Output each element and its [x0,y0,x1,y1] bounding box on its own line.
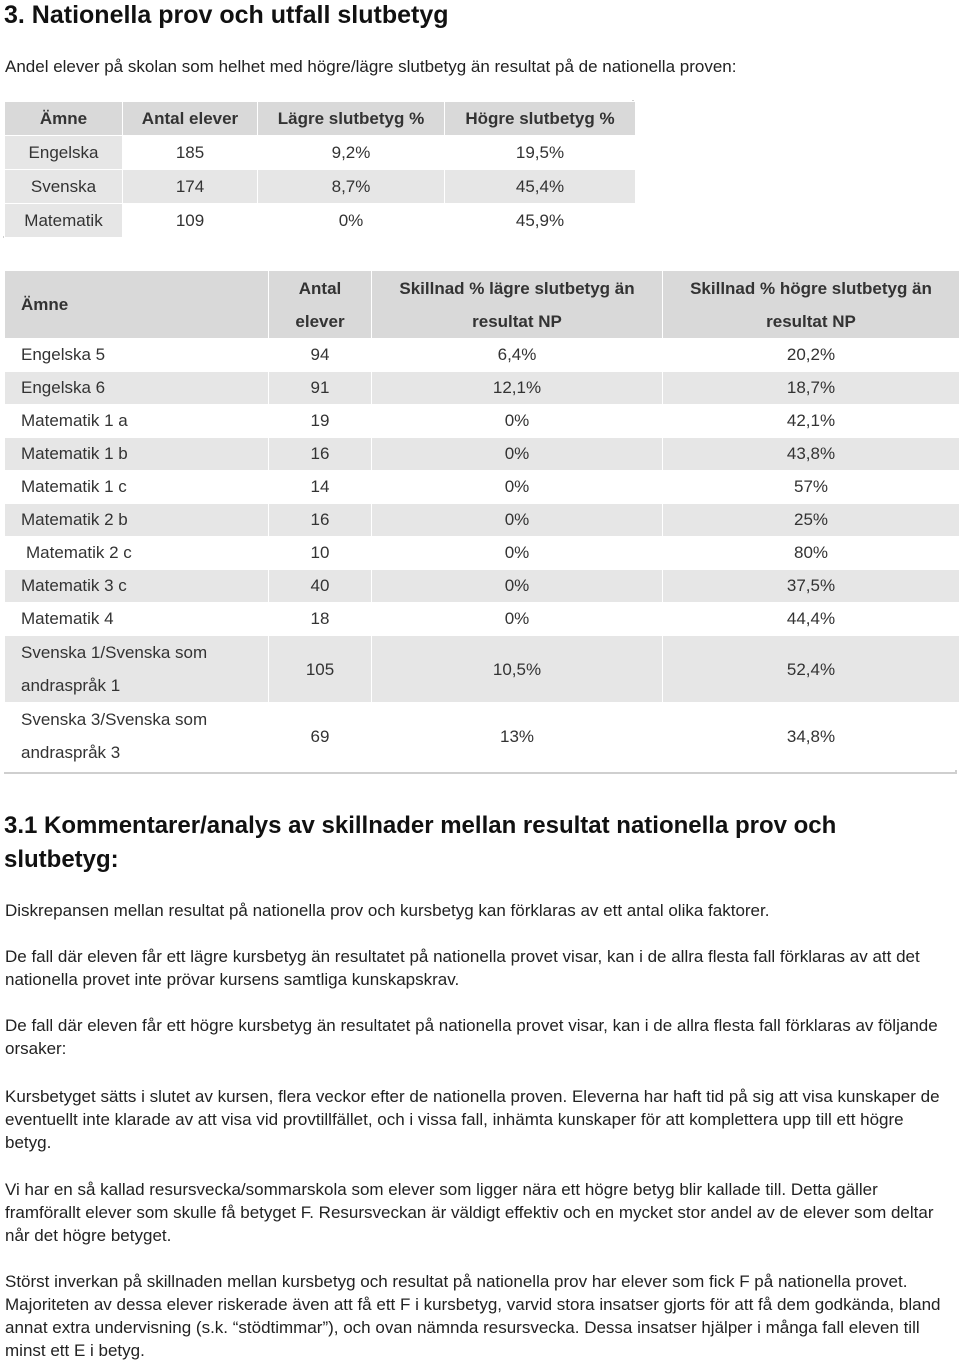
subject-cell: Matematik 3 c [5,570,269,603]
paragraph: Kursbetyget sätts i slutet av kursen, flera veckor efter de nationella proven. Eleverna har haft tid på sig att visa kunskaper de eventuellt inte klarade av att visa vid provtillfället, och i vissa fall, inhämta kunskaper för att komplettera upp till ett högre betyg. [5,1087,940,1152]
table-header-cell: Antal elever [123,102,258,136]
higher-cell: 19,5% [445,136,636,170]
paragraph: Störst inverkan på skillnaden mellan kursbetyg och resultat på nationella prov har elever som fick F på nationella provet. Majoriteten av dessa elever riskerade även att få ett F i kursbetyg, varvid stora insatser gjorts för att få dem godkända, bland annat extra undervisning (s.k. “stödtimmar”), och ovan nämnda resursvecka. Dessa insatser hjälper i många fall eleven till minst ett E i betyg. [5,1272,941,1360]
subject-line2: andraspråk 3 [21,743,121,762]
paragraph: De fall där eleven får ett lägre kursbetyg än resultatet på nationella provet visar, kan i de allra flesta fall förklaras av att det nationella provet inte prövar kursens samtliga kunskapskrav. [5,947,920,989]
count-cell: 16 [269,504,372,537]
lower-cell: 0% [372,405,663,438]
table-row [5,504,960,537]
count-cell: 185 [123,136,258,170]
table-header-row [5,271,960,339]
table-row [5,471,960,504]
table-row [5,136,636,170]
page-title: 3. Nationella prov och utfall slutbetyg [4,1,449,29]
subject-line1: Svenska 1/Svenska som [21,643,208,662]
header-count-line2: elever [295,311,345,331]
count-cell: 16 [269,438,372,471]
higher-cell: 52,4% [663,636,960,703]
paragraph: De fall där eleven får ett högre kursbetyg än resultatet på nationella provet visar, kan i de allra flesta fall förklaras av följande orsaker: [5,1016,938,1058]
table-header-cell [663,271,960,339]
subject-cell: Matematik 2 c [5,537,269,570]
section-title [4,809,904,877]
table-row [5,372,960,405]
count-cell: 105 [269,636,372,703]
header-higher-line1: Skillnad % högre slutbetyg än [690,278,932,298]
subject-cell [5,636,269,703]
count-cell: 40 [269,570,372,603]
table-header-cell: Lägre slutbetyg % [258,102,445,136]
higher-cell: 45,9% [445,204,636,238]
higher-cell: 18,7% [663,372,960,405]
header-subject: Ämne [21,295,69,314]
subject-line1: Svenska 3/Svenska som [21,710,208,729]
table-header-cell [5,271,269,339]
table-row [5,570,960,603]
count-cell: 14 [269,471,372,504]
header-count-line1: Antal [298,278,342,298]
higher-cell: 45,4% [445,170,636,204]
section-title-line1: 3.1 Kommentarer/analys av skillnader mellan resultat nationella prov och [4,812,837,839]
count-cell: 18 [269,603,372,636]
lower-cell: 0% [372,603,663,636]
count-cell: 91 [269,372,372,405]
subject-cell: Svenska [5,170,123,204]
table-header-cell [372,271,663,339]
lower-cell: 10,5% [372,636,663,703]
table-row [5,339,960,372]
summary-table [4,101,636,238]
subject-cell: Engelska 6 [5,372,269,405]
lower-cell: 0% [372,438,663,471]
higher-cell: 43,8% [663,438,960,471]
table-row [5,170,636,204]
table-row [5,438,960,471]
higher-cell: 42,1% [663,405,960,438]
count-cell: 174 [123,170,258,204]
higher-cell: 57% [663,471,960,504]
count-cell: 10 [269,537,372,570]
subject-cell: Matematik 2 b [5,504,269,537]
higher-cell: 34,8% [663,703,960,770]
table-header-cell: Högre slutbetyg % [445,102,636,136]
subject-cell: Matematik 1 c [5,471,269,504]
count-cell: 19 [269,405,372,438]
table-header-cell: Ämne [5,102,123,136]
lower-cell: 0% [372,570,663,603]
subject-cell: Matematik [5,204,123,238]
table-row [5,405,960,438]
table-header-cell [269,271,372,339]
table-row [5,204,636,238]
header-lower-line1: Skillnad % lägre slutbetyg än [399,278,635,298]
count-cell: 109 [123,204,258,238]
count-cell: 94 [269,339,372,372]
course-table [4,270,960,770]
subject-line2: andraspråk 1 [21,676,121,695]
table-row [5,603,960,636]
intro-text: Andel elever på skolan som helhet med högre/lägre slutbetyg än resultat på de nationella proven: [5,57,737,76]
subject-cell: Matematik 1 b [5,438,269,471]
table-header-row [5,102,636,136]
subject-cell: Engelska [5,136,123,170]
paragraph: Diskrepansen mellan resultat på nationella prov och kursbetyg kan förklaras av ett antal olika faktorer. [5,901,770,920]
table-row [5,537,960,570]
lower-cell: 9,2% [258,136,445,170]
lower-cell: 0% [372,504,663,537]
paragraph: Vi har en så kallad resursvecka/sommarskola som elever som ligger nära ett högre betyg blir kallade till. Detta gäller framförallt elever som skulle få betyget F. Resursveckan är väldigt effektiv och en mycket stor andel av de elever som deltar når det högre betyget. [5,1180,934,1245]
subject-cell: Matematik 1 a [5,405,269,438]
subject-cell: Engelska 5 [5,339,269,372]
lower-cell: 0% [258,204,445,238]
higher-cell: 20,2% [663,339,960,372]
lower-cell: 6,4% [372,339,663,372]
higher-cell: 37,5% [663,570,960,603]
subject-cell: Matematik 4 [5,603,269,636]
count-cell: 69 [269,703,372,770]
lower-cell: 0% [372,471,663,504]
table-row [5,636,960,703]
higher-cell: 80% [663,537,960,570]
lower-cell: 12,1% [372,372,663,405]
header-higher-line2: resultat NP [766,311,856,331]
section-title-line2: slutbetyg: [4,846,119,873]
higher-cell: 25% [663,504,960,537]
header-lower-line2: resultat NP [472,311,562,331]
lower-cell: 8,7% [258,170,445,204]
table-row [5,703,960,770]
subject-cell [5,703,269,770]
higher-cell: 44,4% [663,603,960,636]
lower-cell: 0% [372,537,663,570]
lower-cell: 13% [372,703,663,770]
